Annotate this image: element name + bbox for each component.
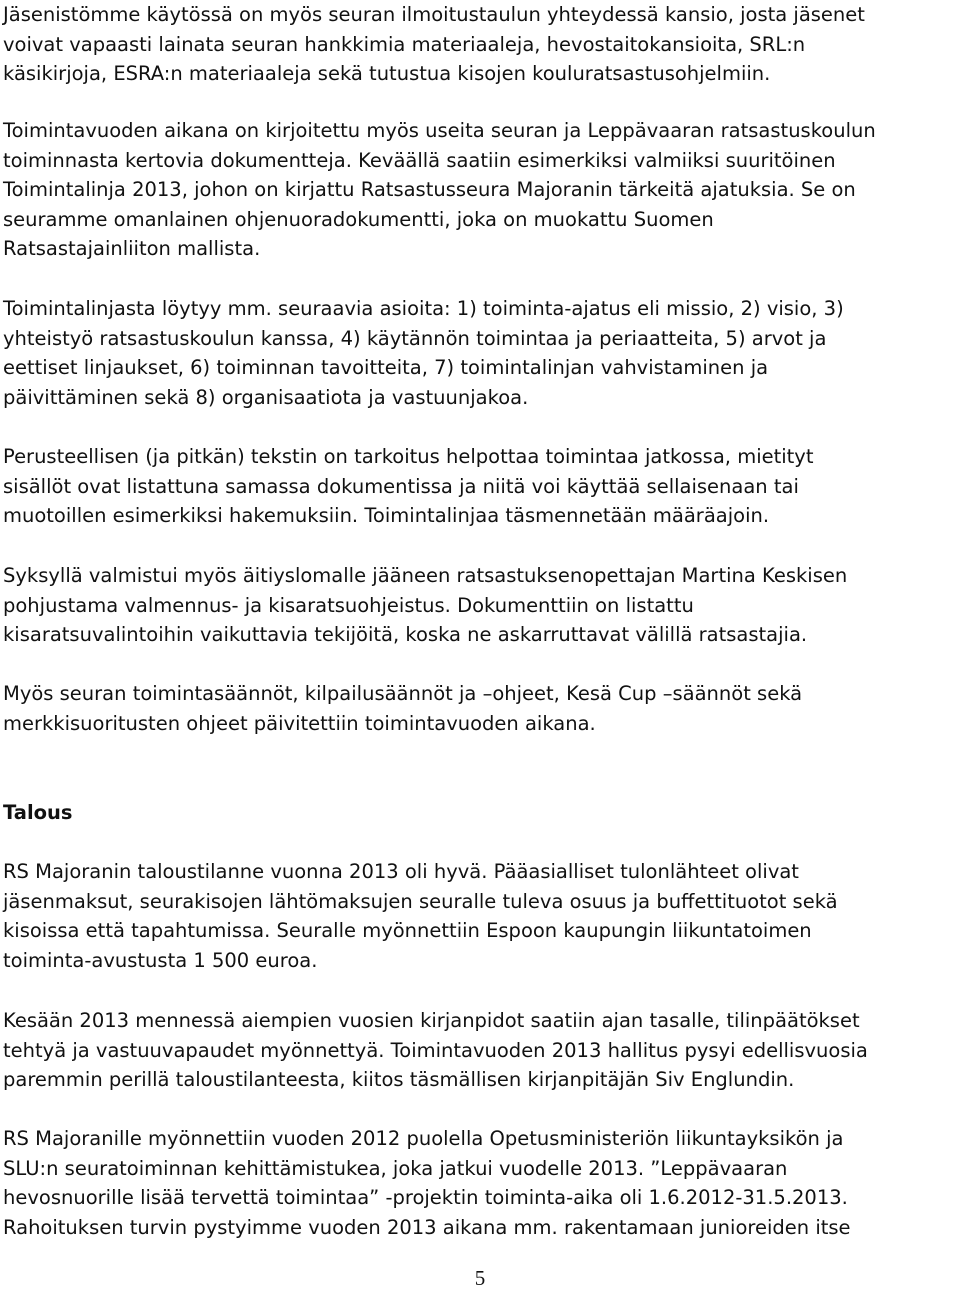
paragraph-rules-updated <box>3 679 802 738</box>
section-heading-talous: Talous <box>3 801 73 824</box>
text-line: Syksyllä valmistui myös äitiyslomalle jääneen ratsastuksenopettajan Martina Keskisen <box>3 564 848 587</box>
text-line: jäsenmaksut, seurakisojen lähtömaksujen seuralle tuleva osuus ja buffettituotot sekä <box>3 889 838 913</box>
text-line: kisoissa että tapahtumissa. Seuralle myönnettiin Espoon kaupungin liikuntatoimen <box>3 919 812 943</box>
text-line: RS Majoranin taloustilanne vuonna 2013 oli hyvä. Pääasialliset tulonlähteet olivat <box>3 860 799 883</box>
text-line: Ratsastajainliiton mallista. <box>3 237 261 261</box>
paragraph-funding <box>3 1124 851 1242</box>
text-line: Myös seuran toimintasäännöt, kilpailusäännöt ja –ohjeet, Kesä Cup –säännöt sekä <box>3 682 803 705</box>
paragraph-documents <box>3 116 876 264</box>
paragraph-materials <box>3 0 865 89</box>
text-line: tehtyä ja vastuuvapaudet myönnettyä. Toimintavuoden 2013 hallitus pysyi edellisvuosia <box>3 1038 868 1062</box>
text-line: muotoillen esimerkiksi hakemuksiin. Toimintalinjaa täsmennetään määräajoin. <box>3 504 770 528</box>
text-line: Perusteellisen (ja pitkän) tekstin on tarkoitus helpottaa toimintaa jatkossa, mietityt <box>3 445 814 468</box>
text-line: Jäsenistömme käytössä on myös seuran ilmoitustaulun yhteydessä kansio, josta jäsenet <box>3 3 865 26</box>
text-line: SLU:n seuratoiminnan kehittämistukea, joka jatkui vuodelle 2013. ”Leppävaaran <box>3 1156 788 1180</box>
paragraph-coaching-guide <box>3 561 847 650</box>
text-line: yhteistyö ratsastuskoulun kanssa, 4) käytännön toimintaa ja periaatteita, 5) arvot ja <box>3 326 827 350</box>
text-line: RS Majoranille myönnettiin vuoden 2012 puolella Opetusministeriön liikuntayksikön ja <box>3 1127 844 1150</box>
text-line: pohjustama valmennus- ja kisaratsuohjeistus. Dokumenttiin on listattu <box>3 593 694 617</box>
text-line: paremmin perillä taloustilanteesta, kiitos täsmällisen kirjanpitäjän Siv Englundin. <box>3 1068 795 1092</box>
text-line: Toimintalinja 2013, johon on kirjattu Ratsastusseura Majoranin tärkeitä ajatuksia. Se on <box>3 178 856 202</box>
text-line: sisällöt ovat listattuna samassa dokumentissa ja niitä voi käyttää sellaisenaan tai <box>3 474 799 498</box>
text-line: Rahoituksen turvin pystyimme vuoden 2013 aikana mm. rakentamaan junioreiden itse <box>3 1215 851 1239</box>
page-number: 5 <box>474 1266 486 1290</box>
text-line: merkkisuoritusten ohjeet päivitettiin toimintavuoden aikana. <box>3 711 596 735</box>
text-line: Toimintavuoden aikana on kirjoitettu myös useita seuran ja Leppävaaran ratsastuskoulun <box>3 119 876 142</box>
text-line: käsikirjoja, ESRA:n materiaaleja sekä tutustua kisojen kouluratsastusohjelmiin. <box>3 62 771 86</box>
text-line: kisaratsuvalintoihin vaikuttavia tekijöitä, koska ne askarruttavat välillä ratsastajia. <box>3 623 808 647</box>
paragraph-policy-contents <box>3 294 844 412</box>
paragraph-purpose <box>3 442 814 531</box>
text-line: päivittäminen sekä 8) organisaatiota ja vastuunjakoa. <box>3 385 529 409</box>
paragraph-bookkeeping <box>3 1006 868 1095</box>
text-line: voivat vapaasti lainata seuran hankkimia materiaaleja, hevostaitokansioita, SRL:n <box>3 32 806 56</box>
text-line: toiminta-avustusta 1 500 euroa. <box>3 948 318 972</box>
paragraph-finances <box>3 857 838 975</box>
text-line: hevosnuorille lisää tervettä toimintaa” -projektin toiminta-aika oli 1.6.2012-31.5.2013. <box>3 1186 848 1210</box>
text-line: Toimintalinjasta löytyy mm. seuraavia asioita: 1) toiminta-ajatus eli missio, 2) visio, 3) <box>3 297 844 320</box>
text-line: eettiset linjaukset, 6) toiminnan tavoitteita, 7) toimintalinjan vahvistaminen ja <box>3 356 769 380</box>
text-line: Kesään 2013 mennessä aiempien vuosien kirjanpidot saatiin ajan tasalle, tilinpäätökset <box>3 1009 860 1032</box>
text-line: toiminnasta kertovia dokumentteja. Keväällä saatiin esimerkiksi valmiiksi suuritöinen <box>3 148 836 172</box>
text-line: seuramme omanlainen ohjenuoradokumentti, joka on muokattu Suomen <box>3 207 714 231</box>
